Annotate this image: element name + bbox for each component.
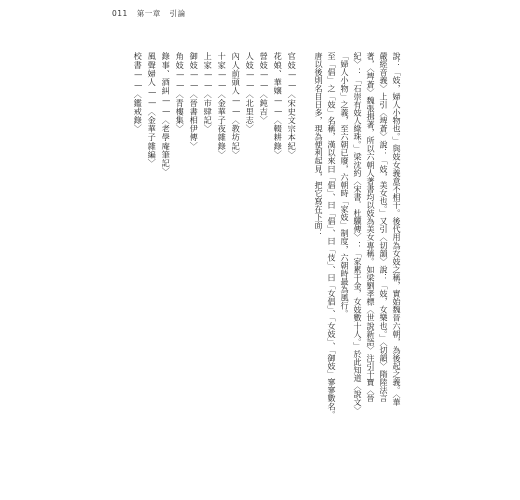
list-source: 〈晉書相伊傳〉	[189, 90, 200, 151]
list-dash: ——	[217, 69, 228, 91]
list-term: 營妓	[259, 52, 270, 70]
name-list-item	[148, 52, 156, 167]
list-dash: ——	[161, 95, 172, 116]
list-term: 上家	[203, 52, 214, 70]
name-list-item	[288, 52, 296, 159]
list-source: 〈鈍吉〉	[259, 90, 270, 125]
list-source: 〈北里志〉	[245, 90, 256, 134]
list-source: 〈老學庵筆記〉	[161, 115, 172, 177]
list-source: 〈輟耕錄〉	[273, 115, 284, 159]
list-term: 內人前頭人	[231, 52, 242, 95]
list-term: 角妓	[175, 52, 186, 70]
name-list-item	[176, 52, 184, 133]
list-source: 〈青樓集〉	[175, 90, 186, 134]
name-list-item	[274, 52, 282, 159]
list-term: 十家	[217, 52, 228, 70]
list-term: 官妓	[287, 52, 298, 70]
list-dash: ——	[231, 95, 242, 116]
name-list-item	[204, 52, 212, 133]
paragraph-column: 嚴經音義〉上引〈埤蒼〉說：「妓，美女也。」又引〈切韻〉說：「妓，女樂也。」〈切韻〉隋陸法言	[379, 52, 389, 403]
list-term: 錄事、酒糾	[161, 52, 172, 95]
list-dash: ——	[189, 69, 200, 91]
paragraph-column: 「婦人小物」之義，至六朝已廢，六朝時「家妓」制度，六朝時最為風行。	[340, 52, 350, 318]
page-body	[118, 52, 404, 419]
paragraph-column: 唐以後則名目日多，現為便利起見，把它寫在下面：	[314, 52, 324, 238]
paragraph-column: 至「倡」之「妓」名稱，漢以來曰「倡」、曰「倡」、曰「伎」、曰「女倡」、「女妓」、「御妓」寥寥數名。	[327, 52, 337, 419]
list-dash: ——	[175, 69, 186, 91]
paragraph-column: 著，〈埤蒼〉魏張揖著，所以六朝人著書均以妓為美女專稱。如梁劉孝標〈世說新語〉注引干寶〈晉	[366, 52, 376, 403]
list-dash: ——	[287, 69, 298, 91]
list-term: 校書	[133, 52, 144, 70]
name-list-item	[260, 52, 268, 124]
name-list-item	[162, 52, 170, 176]
list-source: 〈金華子雜編〉	[147, 107, 158, 168]
name-list-item	[246, 52, 254, 133]
list-term: 御妓	[189, 52, 200, 70]
list-source: 〈金華子夜雜錄〉	[217, 90, 228, 159]
list-source: 〈市肆記〉	[203, 90, 214, 134]
paragraph-column: 說：「妓，婦人小物也。」與妓女義意不相干。後代用為女妓之稱，實始魏晉六朝，為後起之義。〈華	[392, 52, 402, 407]
page-number: 011	[112, 9, 128, 18]
list-term: 花娘、華嬢	[273, 52, 284, 95]
running-head	[112, 8, 192, 19]
list-dash: ——	[203, 69, 214, 91]
list-dash: ——	[245, 69, 256, 91]
list-dash: ——	[273, 95, 284, 116]
list-source: 〈宋史文宗本紀〉	[287, 90, 298, 159]
list-source: 〈鑑戒錄〉	[133, 90, 144, 134]
list-dash: ——	[259, 69, 270, 91]
section-label: 引論	[169, 9, 186, 18]
paragraph-column: 紀〉：「石崇有妓人綠珠。」梁沈約〈宋書．杜驥傳〉：「家累千金，女妓數十人。」於此知道〈說文〉	[353, 52, 363, 415]
name-list-item	[232, 52, 240, 159]
list-dash: ——	[147, 86, 158, 108]
list-term: 風聲婦人	[147, 52, 158, 87]
list-dash: ——	[133, 69, 144, 91]
name-list-item	[134, 52, 142, 133]
name-list-item	[190, 52, 198, 150]
list-term: 人妓	[245, 52, 256, 70]
name-list-item	[218, 52, 226, 159]
chapter-label: 第一章	[136, 9, 161, 18]
list-source: 〈教坊記〉	[231, 115, 242, 159]
